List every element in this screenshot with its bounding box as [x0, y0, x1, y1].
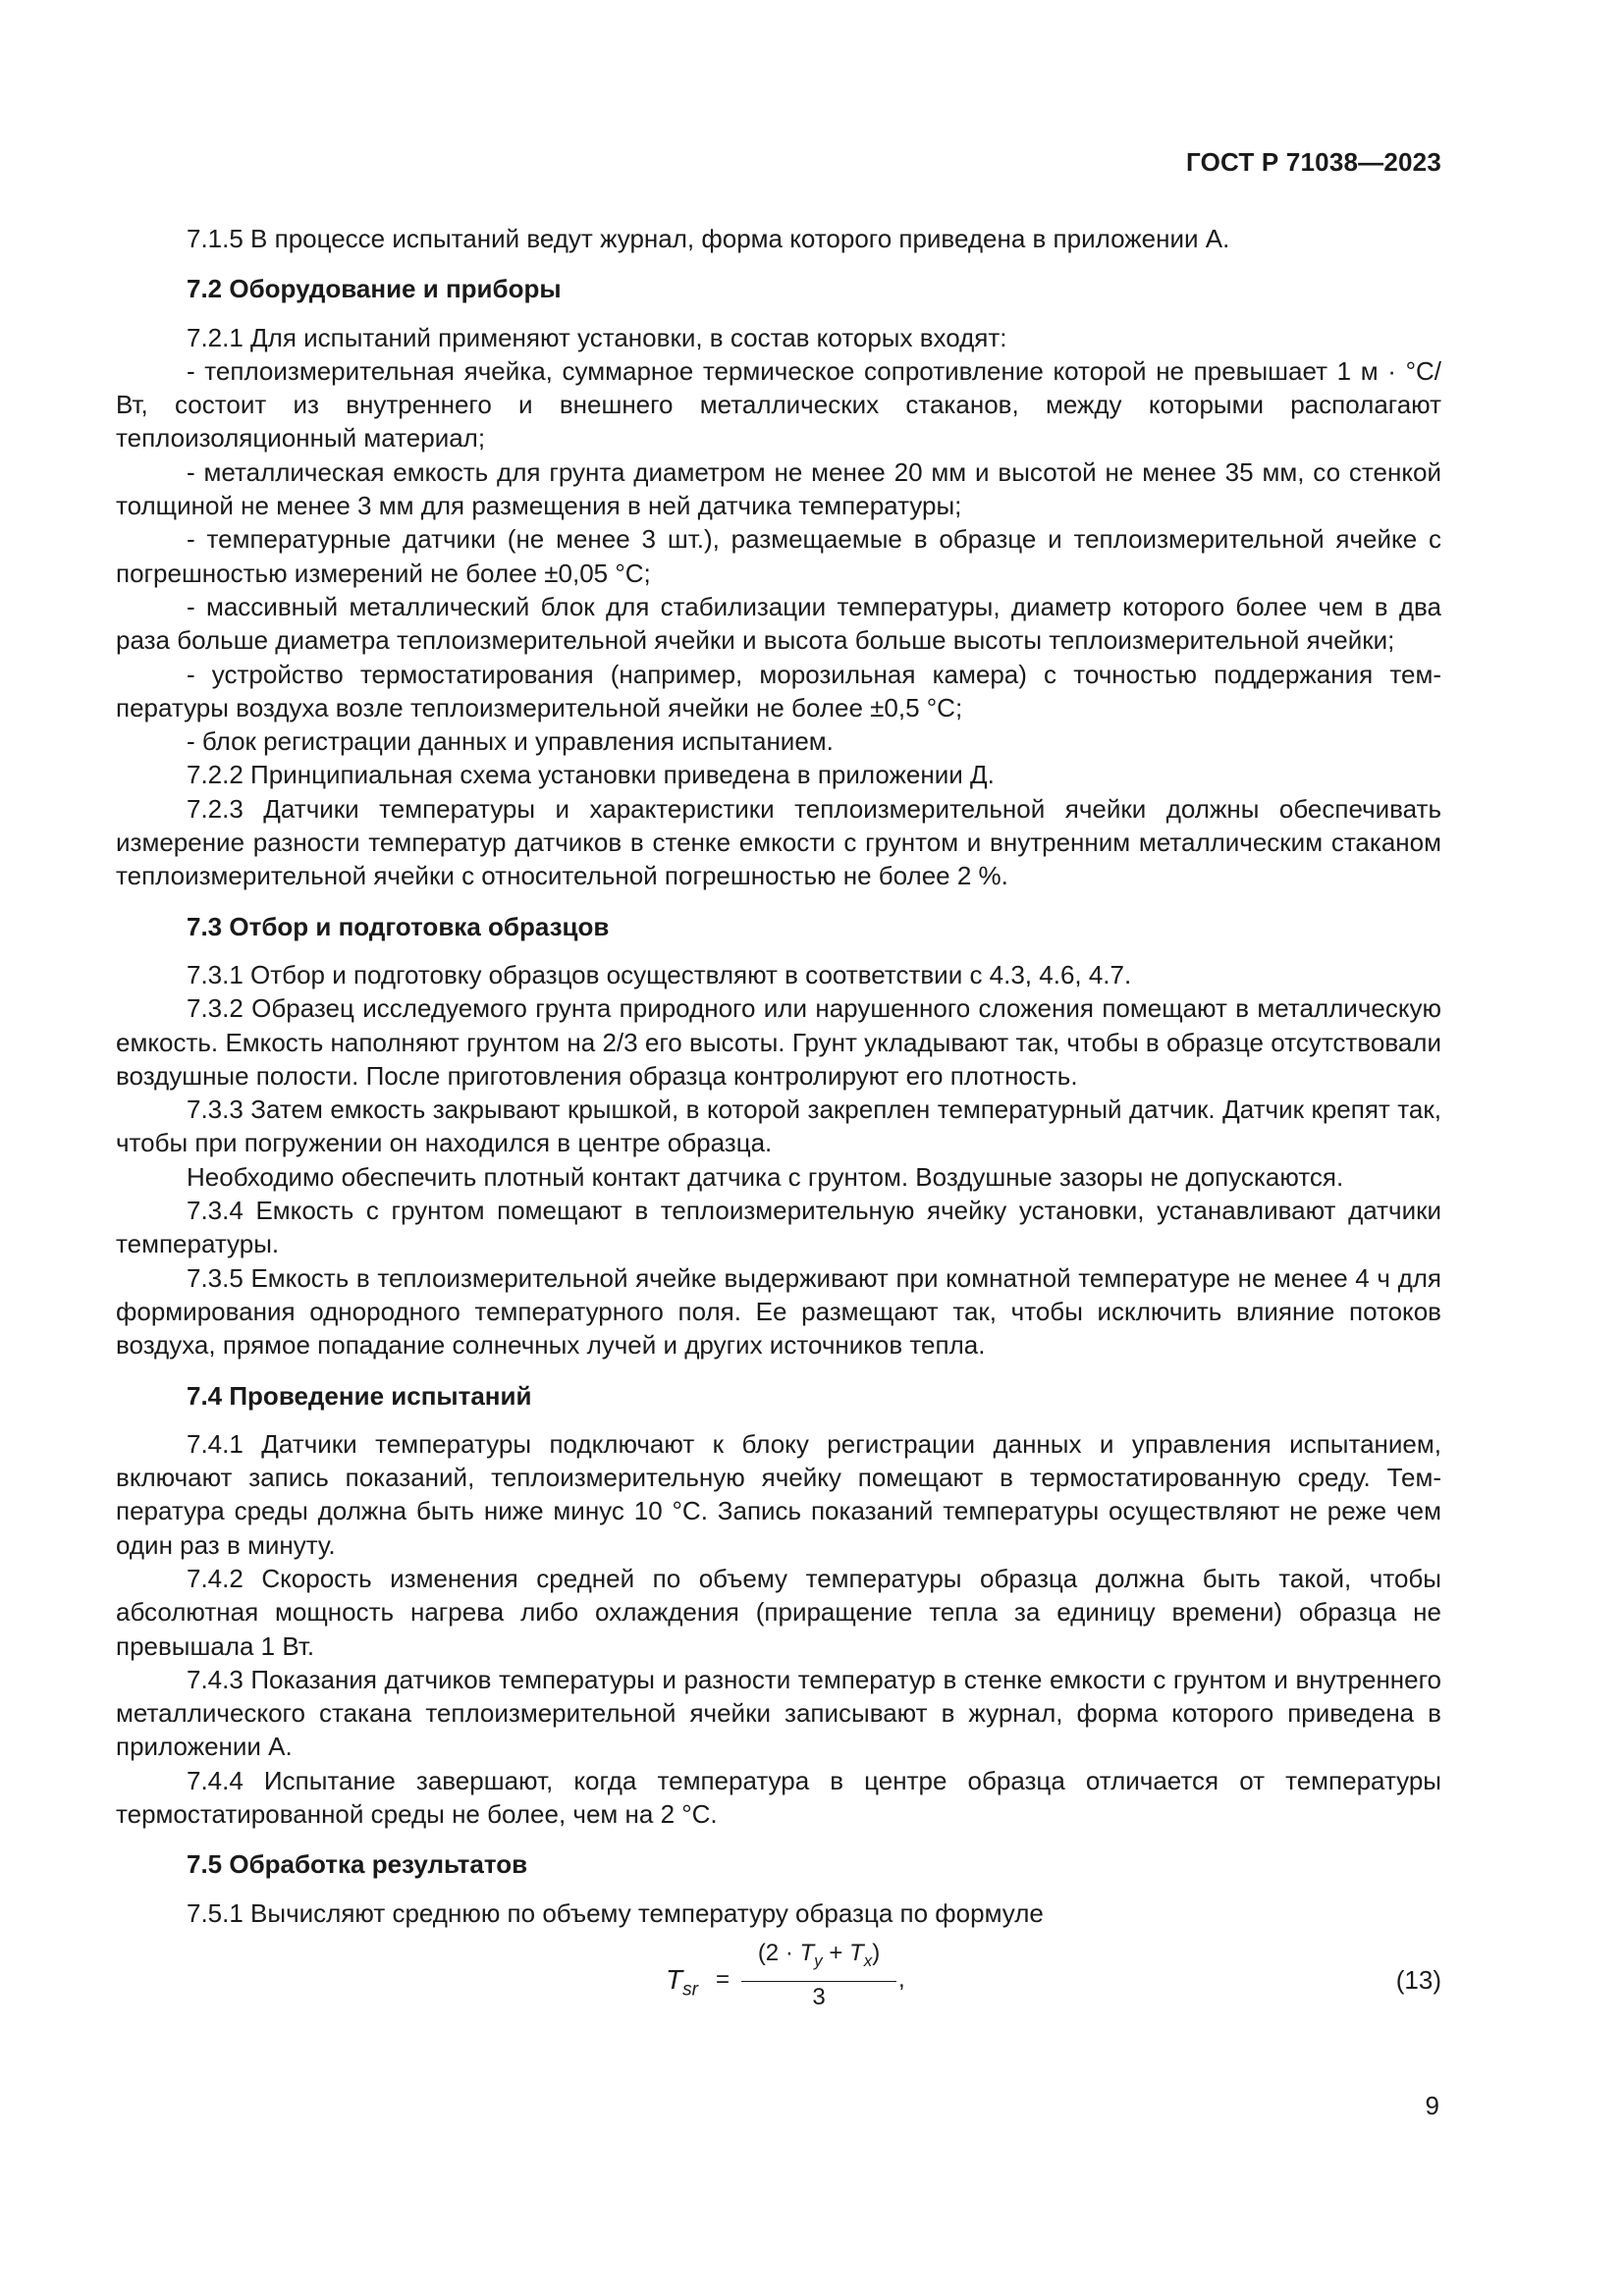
formula-tx-var: T	[849, 1939, 864, 1966]
section-heading-7-4: 7.4 Проведение испытаний	[187, 1380, 532, 1411]
spacer	[116, 306, 1441, 321]
spacer	[116, 1831, 1441, 1847]
list-item-metal-block: - массивный металлический блок для стабилизации температуры, диаметр которого более чем в два раза больше диаметра теплоизмерительной ячейки и высота больше высоты теплоизмерительной ячейки;	[116, 591, 1441, 656]
paragraph-7-1-5: 7.1.5 В процессе испытаний ведут журнал, форма которого приведена в приложении А.	[187, 224, 1230, 253]
list-item-data-logger: - блок регистрации данных и управления испытанием.	[187, 726, 834, 757]
list-item-soil-container: - металлическая емкость для грунта диаметром не менее 20 мм и высотой не менее 35 мм, со стенкой толщиной не менее 3 мм для размещения в ней датчика температуры;	[116, 456, 1441, 521]
paragraph-7-3-3-note: Необходимо обеспечить плотный контакт датчика с грунтом. Воздушные зазоры не допускаются.	[187, 1161, 1344, 1192]
paragraph-7-3-5: 7.3.5 Емкость в теплоизмерительной ячейке выдерживают при комнатной температуре не менее 4 ч для формирования однородного температурного поля. Ее размещают так, чтобы исключить влияние потоков воздуха, прямое попадание солнечных лучей и других источников тепла.	[116, 1262, 1441, 1361]
formula-ty-var: T	[799, 1939, 815, 1966]
paragraph-7-2-3: 7.2.3 Датчики температуры и характеристики теплоизмерительной ячейки должны обеспечивать измерение разности температур датчиков в стенке емкости с грунтом и внутренним металлическим стаканом теплоизмерительной ячейки с относительной погрешностью не более 2 %.	[116, 793, 1441, 891]
paragraph-7-3-1: 7.3.1 Отбор и подготовку образцов осуществляют в соответствии с 4.3, 4.6, 4.7.	[187, 959, 1132, 989]
formula-lhs-sub: sr	[682, 1979, 698, 2001]
spacer	[116, 943, 1441, 958]
formula-comma: ,	[898, 1965, 905, 1993]
spacer	[116, 1413, 1441, 1427]
paragraph-7-4-4: 7.4.4 Испытание завершают, когда температура в центре образца отличается от температуры термостатированной среды не более, чем на 2 °С.	[116, 1765, 1441, 1830]
paragraph-7-4-3: 7.4.3 Показания датчиков температуры и разности температур в стенке емкости с грунтом и внутреннего металлического стакана теплоизмерительной ячейки записывают в журнал, форма которого приведена в приложении А.	[116, 1664, 1441, 1762]
formula-num-open: (2 ·	[757, 1939, 800, 1966]
spacer	[116, 893, 1441, 910]
section-heading-7-5: 7.5 Обработка результатов	[187, 1849, 528, 1880]
formula-ty-sub: y	[814, 1950, 823, 1970]
paragraph-7-5-1: 7.5.1 Вычисляют среднюю по объему температуру образца по формуле	[187, 1897, 1044, 1928]
formula-denominator: 3	[812, 1983, 826, 2010]
paragraph-7-3-4: 7.3.4 Емкость с грунтом помещают в теплоизмерительную ячейку установки, устанавливают датчики температуры.	[116, 1196, 1441, 1259]
formula-numerator	[741, 1936, 896, 1982]
list-item-thermostat-device: - устройство термостатирования (например, морозильная камера) с точностью поддержания температуры воздуха возле теплоизмерительной ячейки не более ±0,5 °С;	[116, 659, 1441, 722]
formula-lhs-var: T	[666, 1963, 683, 1995]
formula-plus: +	[822, 1939, 850, 1966]
paragraph-7-2-1: 7.2.1 Для испытаний применяют установки, в состав которых входят:	[187, 322, 1007, 352]
list-item-temperature-sensors: - температурные датчики (не менее 3 шт.), размещаемые в образце и теплоизмерительной ячейке с погрешностью измерений не более ±0,05 °С;	[116, 524, 1441, 588]
page-number: 9	[1425, 2091, 1439, 2120]
paragraph-7-2-2: 7.2.2 Принципиальная схема установки приведена в приложении Д.	[187, 760, 995, 790]
paragraph-7-3-2: 7.3.2 Образец исследуемого грунта природного или нарушенного сложения помещают в металлическую емкость. Емкость наполняют грунтом на 2/3 его высоты. Грунт укладывают так, чтобы в образце отсутствовали воздушные полости. После приготовления образца контролируют его плотность.	[116, 993, 1441, 1091]
paragraph-7-3-3: 7.3.3 Затем емкость закрывают крышкой, в которой закреплен температурный датчик. Датчик крепят так, чтобы при погружении он находился в центре образца.	[116, 1095, 1441, 1158]
page-content	[116, 222, 1441, 2018]
paragraph-7-4-1: 7.4.1 Датчики температуры подключают к блоку регистрации данных и управления испытанием, включают запись показаний, теплоизмерительную ячейку помещают в термостатированную среду. Температура среды должна быть ниже минус 10 °С. Запись показаний температуры осуществляют не реже чем один раз в минуту.	[116, 1428, 1441, 1560]
document-id-header: ГОСТ Р 71038—2023	[1186, 147, 1441, 177]
spacer	[116, 1882, 1441, 1896]
spacer	[116, 255, 1441, 272]
formula-number: (13)	[1395, 1964, 1441, 1995]
spacer	[116, 1362, 1441, 1379]
formula-lhs	[666, 1963, 698, 2007]
section-heading-7-3: 7.3 Отбор и подготовка образцов	[187, 911, 610, 941]
formula-fraction	[741, 1936, 896, 2013]
list-item-heat-cell: - теплоизмерительная ячейка, суммарное термическое сопротивление которой не превышает 1 м · °С/Вт, состоит из внутреннего и внешнего металлических стаканов, между которыми располагают теплоизоляционный материал;	[116, 355, 1441, 454]
formula-13	[116, 1936, 1441, 2018]
section-heading-7-2: 7.2 Оборудование и приборы	[187, 274, 562, 304]
formula-num-close: )	[872, 1939, 881, 1966]
formula-ty	[799, 1939, 823, 1970]
formula-equals: =	[716, 1965, 731, 1993]
formula-tx-sub: x	[863, 1950, 873, 1970]
paragraph-7-4-2: 7.4.2 Скорость изменения средней по объему температуры образца должна быть такой, чтобы абсолютная мощность нагрева либо охлаждения (приращение тепла за единицу времени) образца не превышала 1 Вт.	[116, 1563, 1441, 1661]
formula-tx	[849, 1939, 873, 1970]
